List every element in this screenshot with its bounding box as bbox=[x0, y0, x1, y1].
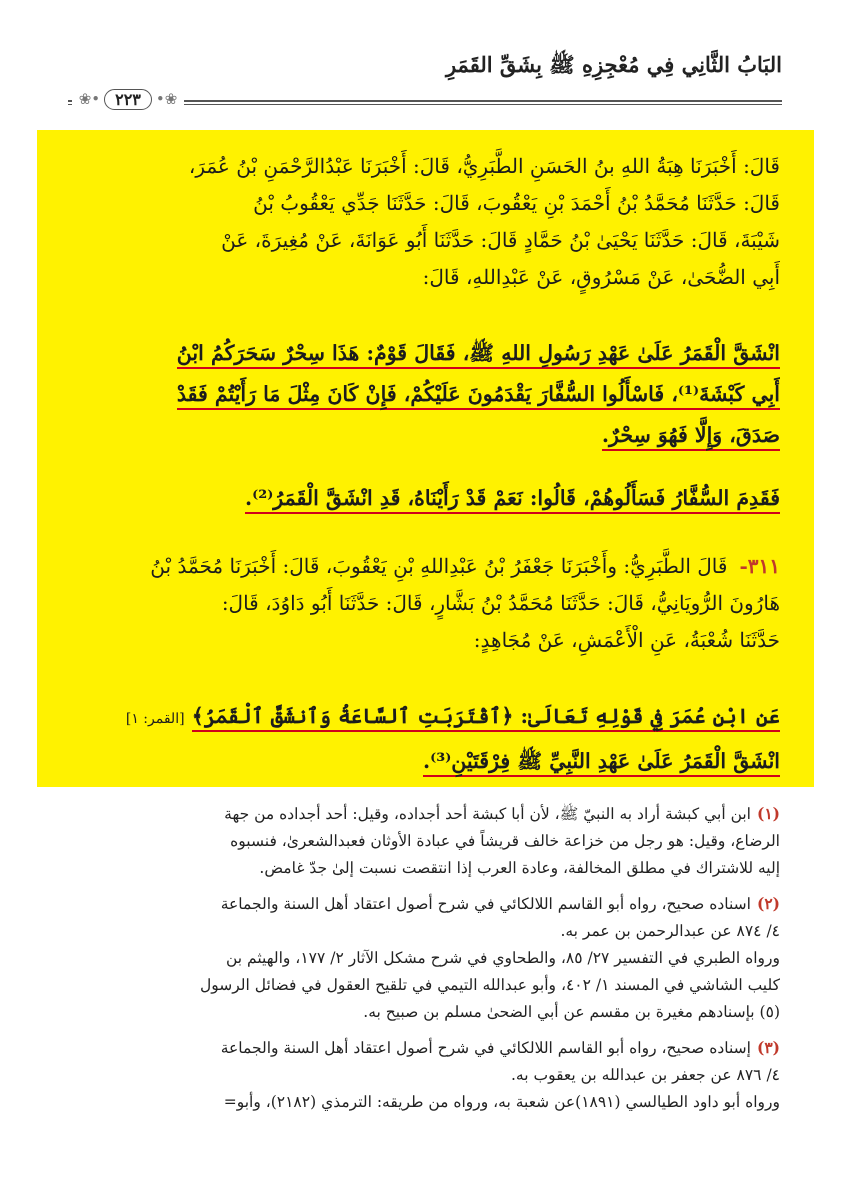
page-number-ornament bbox=[72, 84, 184, 114]
page-number: ٢٢٣ bbox=[104, 89, 152, 110]
underlined-text: فَقَدِمَ السُّفَّارُ فَسَأَلُوهُمْ، قَالُوا: نَعَمْ قَدْ رَأَيْنَاهُ، قَدِ انْشَقَّ الْقَمَرُ⁽²⁾. bbox=[245, 486, 780, 514]
isnad-paragraph-1 bbox=[70, 148, 780, 296]
footnote-line bbox=[68, 890, 780, 918]
footnote-text: إسناده صحيح، رواه أبو القاسم اللالكائي في شرح أصول اعتقاد أهل السنة والجماعة bbox=[220, 1039, 751, 1057]
ornament-left-icon: ❀• bbox=[78, 90, 101, 108]
text-line bbox=[70, 740, 780, 782]
footnote-3 bbox=[68, 1034, 780, 1116]
text-line bbox=[70, 695, 780, 740]
footnote-line: (٥) بإسنادهم مغيرة بن مقسم عن أبي الضحىٰ مسلم بن صبيح به. bbox=[363, 1003, 780, 1021]
footnote-number: (٢) bbox=[756, 894, 780, 913]
footnote-number: (٣) bbox=[756, 1038, 780, 1057]
matn-paragraph-1 bbox=[70, 333, 780, 456]
footnote-number: (١) bbox=[756, 804, 780, 823]
text-line: قَالَ: حَدَّثَنَا مُحَمَّدُ بْنُ أَحْمَدَ بْنِ يَعْقُوبَ، قَالَ: حَدَّثَنَا جَدِّي يَعْقُوبُ بْنُ bbox=[253, 191, 780, 215]
underlined-text: انْشَقَّ الْقَمَرُ عَلَىٰ عَهْدِ رَسُولِ اللهِ ﷺ، فَقَالَ قَوْمٌ: هَذَا سِحْرٌ سَحَرَكُمُ ابْنُ bbox=[177, 341, 780, 369]
text-line bbox=[70, 415, 780, 456]
footnote-line bbox=[68, 1034, 780, 1062]
footnote-gap bbox=[68, 1026, 780, 1034]
text-line bbox=[70, 333, 780, 374]
underlined-text: أَبِي كَبْشَةَ⁽¹⁾، فَاسْأَلُوا السُّفَّارَ يَقْدَمُونَ عَلَيْكُمْ، فَإِنْ كَانَ مِثْلَ مَا رَأَيْتُمْ فَقَدْ bbox=[177, 382, 780, 410]
underlined-text: انْشَقَّ الْقَمَرُ عَلَىٰ عَهْدِ النَّبِيِّ ﷺ فِرْقَتَيْنِ⁽³⁾. bbox=[423, 749, 780, 777]
text-line bbox=[70, 374, 780, 415]
chapter-title: البَابُ الثَّانِي فِي مُعْجِزِهِ ﷺ بِشَقِّ القَمَرِ bbox=[445, 52, 782, 77]
footnote-line: إليه للاشتراك في مطلق المخالفة، وعادة العرب إذا انتقصت نسبت إلىٰ جدّ غامض. bbox=[259, 859, 780, 877]
isnad-paragraph-2 bbox=[70, 548, 780, 659]
text-line: هَارُونَ الرُّويَانِيُّ، قَالَ: حَدَّثَنَا مُحَمَّدُ بْنُ بَشَّارٍ، قَالَ: حَدَّثَنَا أَبُو دَاوُدَ، قَالَ: bbox=[221, 591, 780, 615]
footnote-line: ٤/ ٨٧٦ عن جعفر بن عبدالله بن يعقوب به. bbox=[511, 1066, 780, 1084]
footnote-gap bbox=[68, 882, 780, 890]
text-line: أَبِي الضُّحَىٰ، عَنْ مَسْرُوقٍ، عَنْ عَبْدِاللهِ، قَالَ: bbox=[422, 265, 780, 289]
footnote-line: الرضاع، وقيل: هو رجل من خزاعة خالف قريشاً في عبادة الأوثان فعبدالشعرىٰ، فنسبوه bbox=[230, 832, 780, 850]
text-line bbox=[70, 480, 780, 517]
footnote-2 bbox=[68, 890, 780, 1026]
underlined-text: صَدَقَ، وَإِلَّا فَهُوَ سِحْرٌ. bbox=[602, 423, 780, 451]
text-line: شَيْبَةَ، قَالَ: حَدَّثَنَا يَحْيَىٰ بْنُ حَمَّادٍ قَالَ: حَدَّثَنَا أَبُو عَوَانَةَ، عَنْ مُغِيرَةَ، عَنْ bbox=[221, 228, 780, 252]
footnote-line: ورواه الطبري في التفسير ٢٧/ ٨٥، والطحاوي في شرح مشكل الآثار ٢/ ١٧٧، والهيثم بن bbox=[226, 949, 780, 967]
text-line bbox=[70, 548, 780, 585]
footnote-line: ورواه أبو داود الطيالسي (١٨٩١)عن شعبة به، ورواه من طريقه: الترمذي (٢١٨٢)، وأبو= bbox=[223, 1093, 780, 1111]
footnote-line bbox=[68, 800, 780, 828]
matn-paragraph-2 bbox=[70, 480, 780, 517]
footnote-text: ابن أبي كبشة أراد به النبيّ ﷺ، لأن أبا كبشة أحد أجداده، وقيل: أحد أجداده من جهة bbox=[224, 805, 751, 823]
footnote-text: اسناده صحيح، رواه أبو القاسم اللالكائي في شرح أصول اعتقاد أهل السنة والجماعة bbox=[220, 895, 751, 913]
footnote-line: ٤/ ٨٧٤ عن عبدالرحمن بن عمر به. bbox=[560, 922, 780, 940]
ornament-right-icon: •❀ bbox=[155, 90, 178, 108]
text-line: قَالَ: أَخْبَرَنَا هِبَةُ اللهِ بنُ الحَسَنِ الطَّبَرِيُّ، قَالَ: أَخْبَرَنَا عَبْدُالرَّحْمَنِ بْنُ عُمَرَ، bbox=[188, 154, 780, 178]
hadith-number: ٣١١- bbox=[739, 554, 780, 578]
footnote-1 bbox=[68, 800, 780, 882]
footnotes-section bbox=[68, 800, 780, 1116]
matn-paragraph-3 bbox=[70, 695, 780, 782]
quran-reference: [القمر: ١] bbox=[125, 711, 185, 727]
text-line: حَدَّثَنَا شُعْبَةُ، عَنِ الْأَعْمَشِ، عَنْ مُجَاهِدٍ: bbox=[473, 628, 780, 652]
underlined-text: عَنِ ابْنِ عُمَرَ فِي قَوْلِهِ تَعَالَىٰ: ﴿ٱقْتَرَبَتِ ٱلسَّاعَةُ وَٱنشَقَّ ٱلْقَمَرُ﴾ bbox=[192, 704, 780, 732]
footnote-line: كليب الشاشي في المسند ١/ ٤٠٢، وأبو عبدالله التيمي في تلقيح العقول في فضائل الرسول bbox=[200, 976, 780, 994]
text-segment: قَالَ الطَّبَرِيُّ: وأَخْبَرَنَا جَعْفَرُ بْنُ عَبْدِاللهِ بْنِ يَعْقُوبَ، قَالَ: أَخْبَرَنَا مُحَمَّدُ بْنُ bbox=[150, 554, 728, 578]
